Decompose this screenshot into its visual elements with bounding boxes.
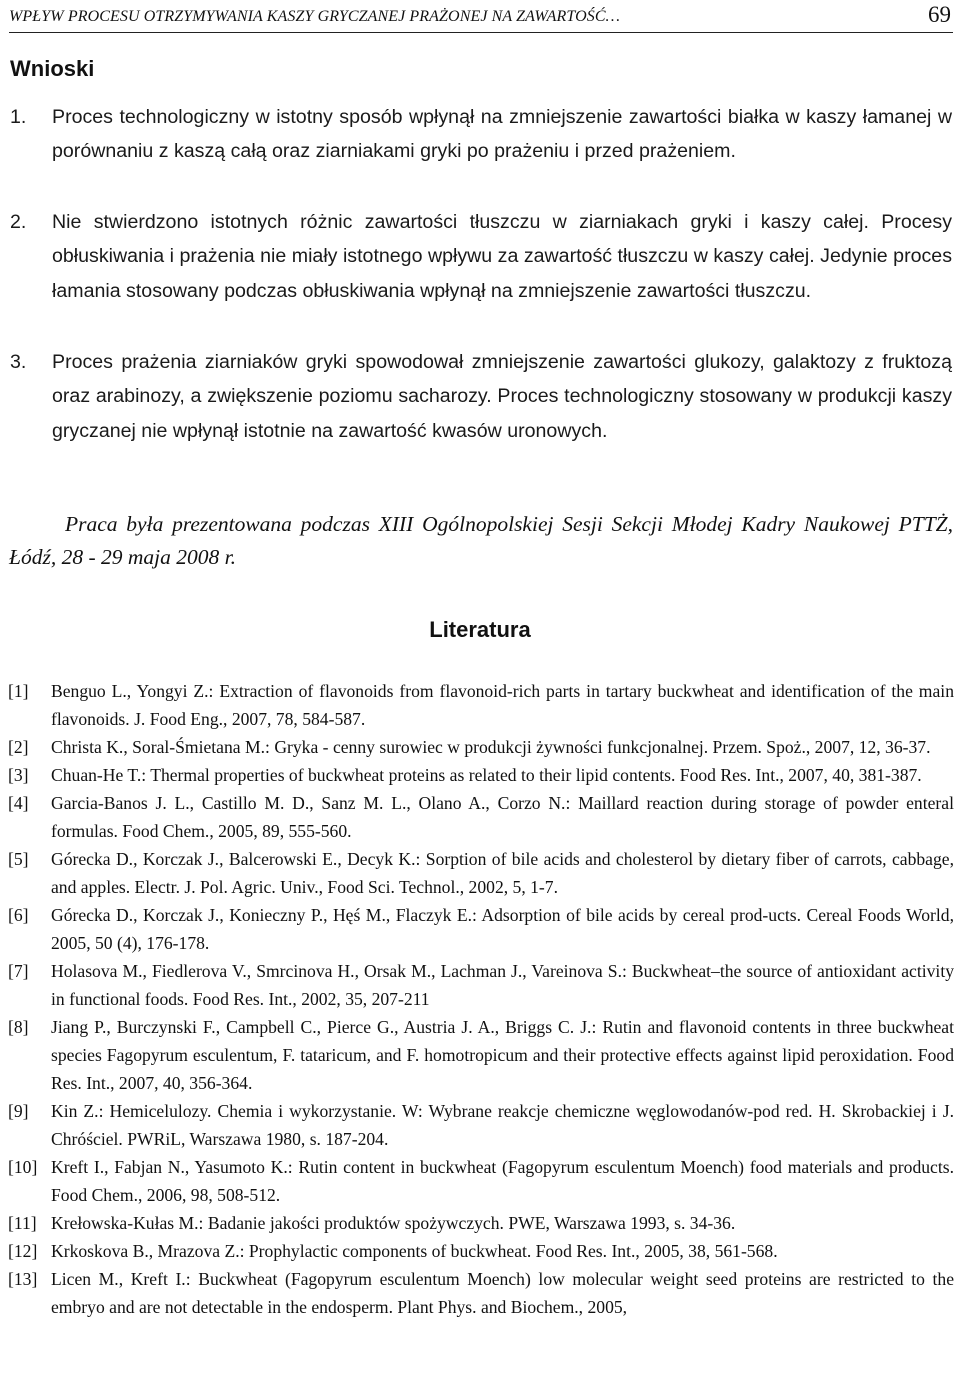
conclusion-item xyxy=(10,100,952,169)
reference-text: Górecka D., Korczak J., Balcerowski E., Decyk K.: Sorption of bile acids and cholesterol by dietary fiber of carrots, cabbage, and apples. Electr. J. Pol. Agric. Univ., Food Sci. Technol., 2002, 5, 1-7. xyxy=(51,849,954,897)
page-number: 69 xyxy=(928,2,951,27)
conclusion-text: Proces prażenia ziarniaków gryki spowodował zmniejszenie zawartości glukozy, galaktozy z fruktozą oraz arabinozy, a zwiększenie poziomu sacharozy. Proces technologiczny stosowany w produkcji kaszy gryczanej nie wpłynął istotnie na zawartość kwasów uronowych. xyxy=(52,351,952,442)
reference-text: Krełowska-Kułas M.: Badanie jakości produktów spożywczych. PWE, Warszawa 1993, s. 34-36. xyxy=(51,1213,736,1233)
reference-number: [1] xyxy=(8,681,29,701)
presentation-note: Praca była prezentowana podczas XIII Ogólnopolskiej Sesji Sekcji Młodej Kadry Naukowej PTTŻ, Łódź, 28 - 29 maja 2008 r. xyxy=(9,512,953,569)
reference-number: [13] xyxy=(8,1269,38,1289)
reference-number: [4] xyxy=(8,793,29,813)
running-header-title: WPŁYW PROCESU OTRZYMYWANIA KASZY GRYCZANEJ PRAŻONEJ NA ZAWARTOŚĆ… xyxy=(9,8,620,25)
conclusion-number: 3. xyxy=(10,351,27,373)
reference-number: [3] xyxy=(8,765,29,785)
reference-text: Kreft I., Fabjan N., Yasumoto K.: Rutin content in buckwheat (Fagopyrum esculentum Moench) food materials and products. Food Chem., 2006, 98, 508-512. xyxy=(51,1157,954,1205)
reference-item xyxy=(8,1237,954,1265)
reference-text: Garcia-Banos J. L., Castillo M. D., Sanz M. L., Olano A., Corzo N.: Maillard reaction during storage of powder enteral formulas. Food Chem., 2005, 89, 555-560. xyxy=(51,793,954,841)
reference-item xyxy=(8,1153,954,1209)
reference-number: [11] xyxy=(8,1213,37,1233)
running-header xyxy=(9,2,953,33)
reference-text: Benguo L., Yongyi Z.: Extraction of flavonoids from flavonoid-rich parts in tartary buckwheat and identification of the main flavonoids. J. Food Eng., 2007, 78, 584-587. xyxy=(51,681,954,729)
reference-item xyxy=(8,957,954,1013)
reference-item xyxy=(8,1013,954,1097)
reference-text: Chuan-He T.: Thermal properties of buckwheat proteins as related to their lipid contents. Food Res. Int., 2007, 40, 381-387. xyxy=(51,765,922,785)
conclusions-heading: Wnioski xyxy=(10,56,95,81)
reference-text: Jiang P., Burczynski F., Campbell C., Pierce G., Austria J. A., Briggs C. J.: Rutin and flavonoid contents in three buckwheat species Fagopyrum esculentum, F. tataricum, and F. homotropicum and their protective effects against lipid peroxidation. Food Res. Int., 2007, 40, 356-364. xyxy=(51,1017,954,1093)
conclusion-item xyxy=(10,205,952,308)
reference-item xyxy=(8,733,954,761)
reference-item xyxy=(8,789,954,845)
reference-item xyxy=(8,1209,954,1237)
conclusion-number: 1. xyxy=(10,106,27,128)
reference-text: Górecka D., Korczak J., Konieczny P., Hęś M., Flaczyk E.: Adsorption of bile acids by cereal prod-ucts. Cereal Foods World, 2005, 50 (4), 176-178. xyxy=(51,905,954,953)
reference-item xyxy=(8,1265,954,1321)
reference-item xyxy=(8,1097,954,1153)
reference-text: Christa K., Soral-Śmietana M.: Gryka - cenny surowiec w produkcji żywności funkcjonalnej. Przem. Spoż., 2007, 12, 36-37. xyxy=(51,737,931,757)
reference-number: [6] xyxy=(8,905,29,925)
reference-number: [8] xyxy=(8,1017,29,1037)
reference-item xyxy=(8,845,954,901)
reference-list xyxy=(8,677,954,1321)
reference-number: [5] xyxy=(8,849,29,869)
reference-text: Kin Z.: Hemicelulozy. Chemia i wykorzystanie. W: Wybrane reakcje chemiczne węglowodanów-pod red. H. Skrobackiej i J. Chróściel. PWRiL, Warszawa 1980, s. 187-204. xyxy=(51,1101,954,1149)
reference-item xyxy=(8,677,954,733)
reference-text: Krkoskova B., Mrazova Z.: Prophylactic components of buckwheat. Food Res. Int., 2005, 38, 561-568. xyxy=(51,1241,778,1261)
conclusion-item xyxy=(10,345,952,448)
reference-item xyxy=(8,901,954,957)
literature-heading: Literatura xyxy=(429,617,531,642)
reference-text: Licen M., Kreft I.: Buckwheat (Fagopyrum esculentum Moench) low molecular weight seed proteins are restricted to the embryo and are not detectable in the endosperm. Plant Phys. and Biochem., 2005, xyxy=(51,1269,954,1317)
conclusion-text: Proces technologiczny w istotny sposób wpłynął na zmniejszenie zawartości białka w kaszy łamanej w porównaniu z kaszą całą oraz ziarniakami gryki po prażeniu i przed prażeniem. xyxy=(52,106,952,163)
reference-number: [9] xyxy=(8,1101,29,1121)
reference-number: [2] xyxy=(8,737,29,757)
conclusion-text: Nie stwierdzono istotnych różnic zawartości tłuszczu w ziarniakach gryki i kaszy całej. Procesy obłuskiwania i prażenia nie miały istotnego wpływu za zawartość tłuszczu w kaszy całej. Jedynie proces łamania stosowany podczas obłuskiwania wpłynął na zmniejszenie zawartości tłuszczu. xyxy=(52,211,952,302)
reference-number: [7] xyxy=(8,961,29,981)
conclusion-number: 2. xyxy=(10,211,27,233)
reference-item xyxy=(8,761,954,789)
reference-number: [12] xyxy=(8,1241,38,1261)
reference-text: Holasova M., Fiedlerova V., Smrcinova H., Orsak M., Lachman J., Vareinova S.: Buckwheat–the source of antioxidant activity in functional foods. Food Res. Int., 2002, 35, 207-211 xyxy=(51,961,954,1009)
reference-number: [10] xyxy=(8,1157,38,1177)
